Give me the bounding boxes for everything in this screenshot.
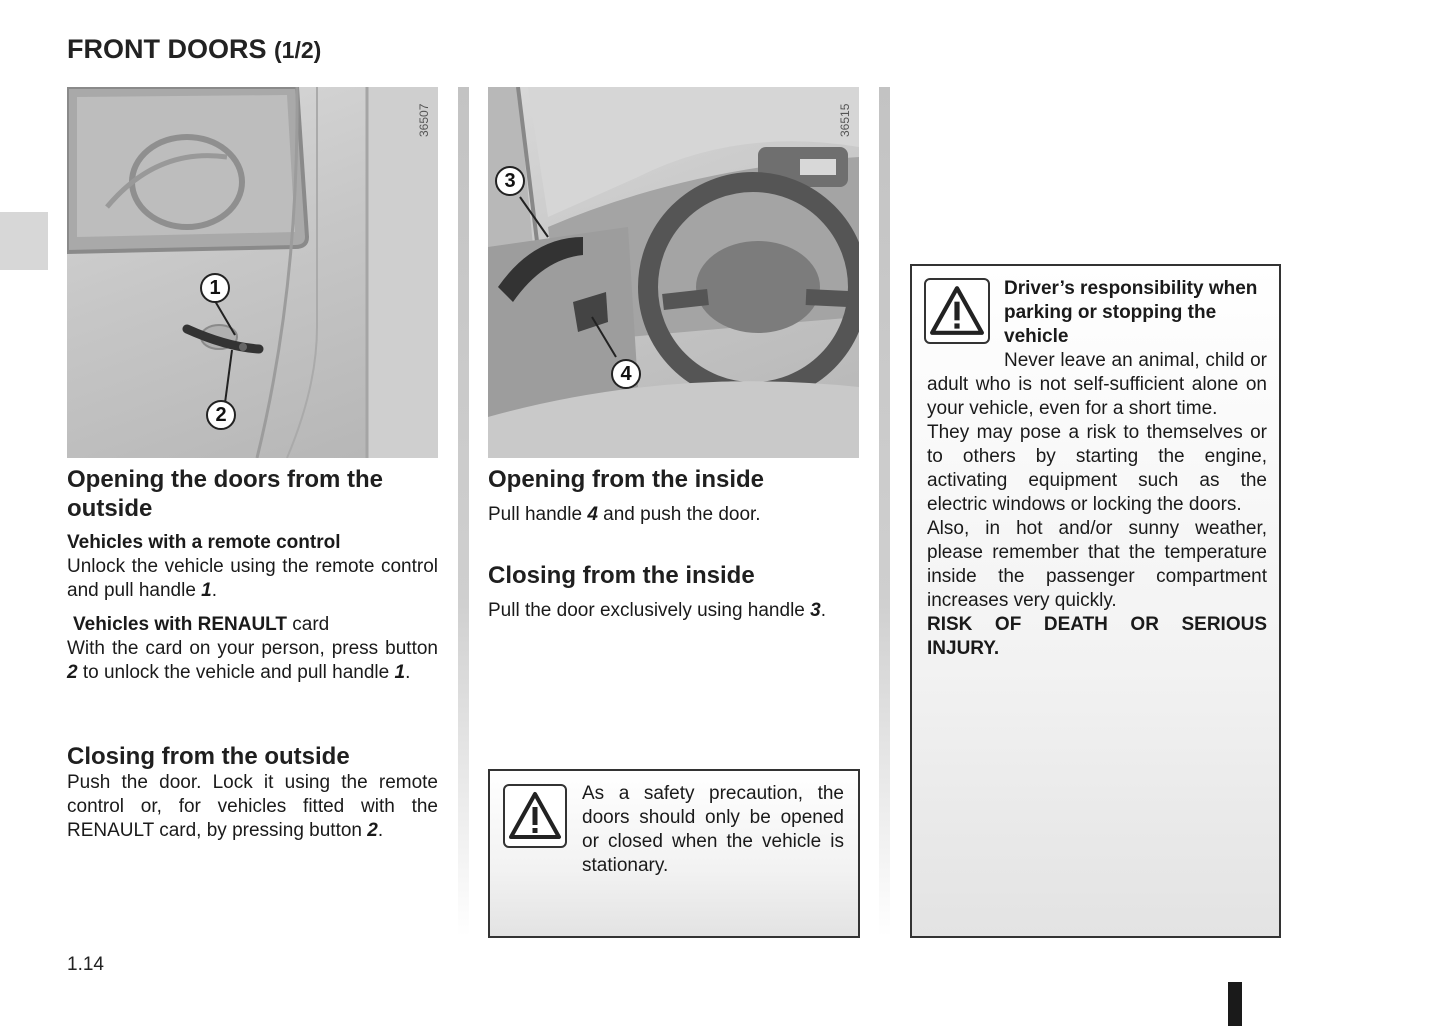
handle-ref-1: 1 — [201, 580, 212, 601]
renault-card-subheading — [67, 613, 438, 637]
callout-1: 1 — [200, 273, 230, 303]
warning-triangle-icon — [503, 784, 567, 848]
risk-of-death-warning: RISK OF DEATH OR SERIOUS INJURY. — [927, 614, 1267, 659]
page-title — [67, 34, 321, 65]
interior-door-illustration — [488, 87, 859, 458]
safety-warning-box — [488, 769, 860, 938]
closing-outside-text: Push the door. Lock it using the remote control or, for vehicles fitted with the RENAULT card, by pressing button 2. — [67, 772, 438, 841]
driver-responsibility-title: Driver’s responsibility when parking or stopping the vehicle — [1004, 278, 1258, 347]
exterior-door-photo — [67, 87, 438, 458]
renault-card-instruction-a: With the card on your person, press button — [67, 638, 438, 659]
renault-card-text: With the card on your person, press button 2 to unlock the vehicle and pull handle 1. — [67, 638, 438, 683]
closing-inside-instruction: Pull the door exclusively using handle — [488, 600, 805, 621]
photo-reference-code: 36515 — [838, 103, 852, 137]
remote-control-text: Unlock the vehicle using the remote control and pull handle 1. — [67, 556, 438, 601]
handle-ref-1-card: 1 — [394, 662, 406, 683]
callout-2: 2 — [206, 400, 236, 430]
heading-closing-inside: Closing from the inside — [488, 562, 755, 589]
driver-responsibility-para-2: They may pose a risk to themselves or to others by starting the engine, activating equipment such as the electric windows or locking the doors. — [927, 422, 1267, 515]
photo-reference-code: 36507 — [417, 103, 431, 137]
driver-responsibility-para-3: Also, in hot and/or sunny weather, please remember that the temperature inside the passenger compartment increases very quickly. — [927, 518, 1267, 611]
renault-card-instruction-b: to unlock the vehicle and pull handle — [82, 662, 390, 683]
column-gutter-left — [458, 87, 469, 937]
button-ref-2-closing: 2 — [367, 820, 378, 841]
page-title-part: (1/2) — [274, 37, 322, 63]
callout-4: 4 — [611, 359, 641, 389]
heading-closing-outside: Closing from the outside — [67, 743, 350, 770]
exterior-door-illustration — [67, 87, 438, 458]
renault-card-section — [67, 613, 438, 685]
driver-responsibility-body — [927, 349, 1267, 661]
driver-responsibility-box — [910, 264, 1281, 938]
column-gutter-right — [879, 87, 890, 937]
heading-opening-outside: Opening the doors from the outside — [67, 466, 383, 522]
button-ref-2: 2 — [67, 662, 78, 683]
handle-ref-3: 3 — [810, 600, 821, 621]
callout-3: 3 — [495, 166, 525, 196]
handle-ref-4: 4 — [587, 504, 598, 525]
remote-control-section — [67, 531, 438, 603]
remote-control-instruction: Unlock the vehicle using the remote control and pull handle — [67, 556, 438, 601]
opening-inside-instruction-a: Pull handle — [488, 504, 583, 525]
page-number: 1.14 — [67, 954, 104, 975]
renault-card-subheading-rest: card — [286, 614, 330, 635]
opening-inside-text — [488, 503, 859, 527]
safety-warning-text: As a safety precaution, the doors should only be opened or closed when the vehicle is stationary. — [582, 783, 844, 876]
warning-triangle-icon — [924, 278, 990, 344]
driver-responsibility-para-1: Never leave an animal, child or adult who is not self-sufficient alone on your vehicle, even for a short time. — [927, 350, 1267, 419]
page-edge-marker — [1228, 982, 1242, 1026]
page-title-text: FRONT DOORS — [67, 34, 267, 64]
remote-control-subheading: Vehicles with a remote control — [67, 532, 341, 553]
section-tab-marker — [0, 212, 48, 270]
closing-inside-text: Pull the door exclusively using handle 3. — [488, 600, 826, 621]
renault-card-subheading-bold: Vehicles with RENAULT — [73, 614, 287, 635]
interior-door-photo — [488, 87, 859, 458]
heading-opening-inside: Opening from the inside — [488, 466, 765, 493]
closing-outside-instruction: Push the door. Lock it using the remote control or, for vehicles fitted with the RENAULT card, by pressing button — [67, 772, 438, 841]
opening-inside-instruction-b: and push the door. — [603, 504, 761, 525]
